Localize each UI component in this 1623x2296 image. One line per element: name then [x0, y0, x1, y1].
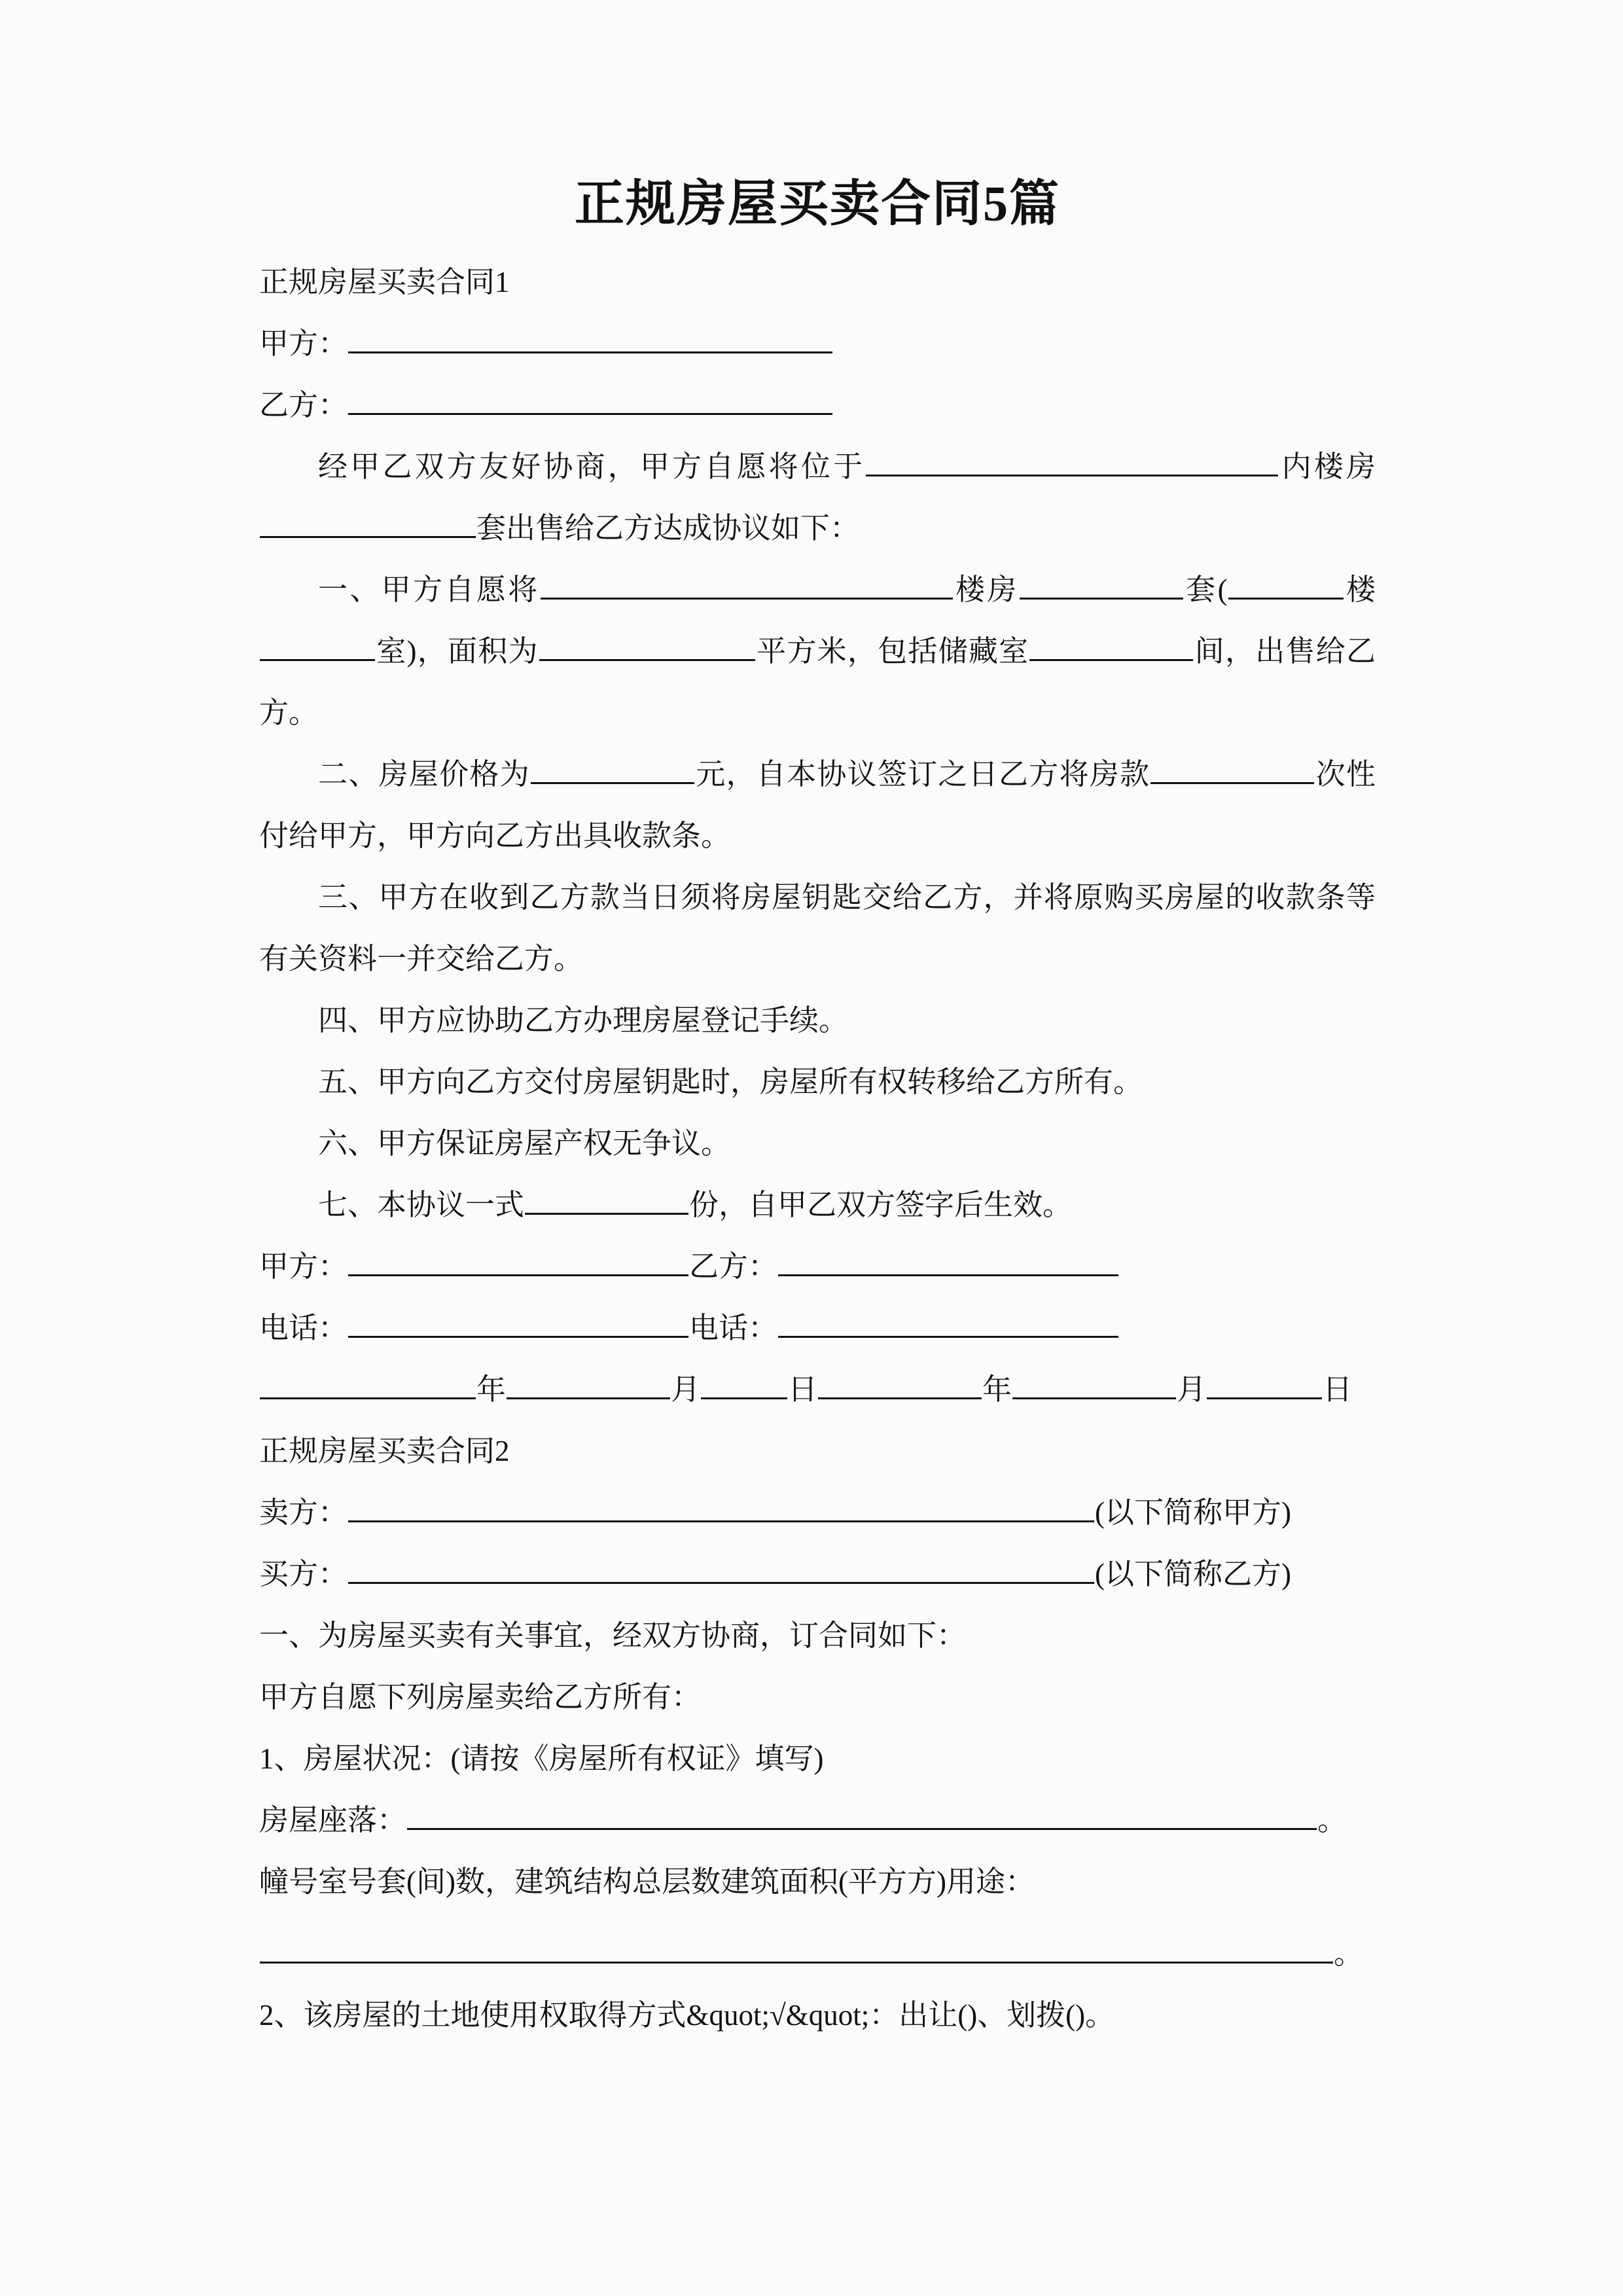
spacer	[259, 1912, 1376, 1923]
page-title: 正规房屋买卖合同5篇	[575, 177, 1060, 232]
clause2-seg3: 次性付给甲方，甲方向乙方出具收款条。	[259, 757, 1376, 852]
signature-party-a-blank[interactable]	[348, 1247, 688, 1276]
clause1-area-blank[interactable]	[539, 632, 755, 660]
contract2-intro: 甲方自愿下列房屋卖给乙方所有：	[259, 1680, 702, 1713]
structure-blank[interactable]	[260, 1935, 1333, 1963]
date-a-month-blank[interactable]	[507, 1371, 670, 1399]
contract1-phone-row	[259, 1297, 1376, 1359]
clause7-seg2: 份，自甲乙双方签字后生效。	[689, 1188, 1073, 1221]
clause1-room-blank[interactable]	[260, 632, 375, 660]
clause1-floor-blank[interactable]	[1228, 571, 1344, 599]
date-b-day-label: 日	[1323, 1372, 1353, 1406]
preamble-location-blank[interactable]	[866, 448, 1278, 476]
party-a-label: 甲方：	[259, 327, 348, 360]
clause1-building-blank[interactable]	[541, 571, 953, 599]
seller-blank[interactable]	[348, 1494, 1094, 1522]
clause7-copies-blank[interactable]	[525, 1186, 688, 1214]
clause7-seg1: 七、本协议一式	[318, 1188, 525, 1221]
phone-a-label: 电话：	[259, 1311, 348, 1344]
clause1-seg7: 间，出售给乙方。	[259, 634, 1376, 729]
contract1-clause-6: 六、甲方保证房屋产权无争议。	[318, 1126, 731, 1160]
phone-b-label: 电话：	[689, 1311, 778, 1344]
contract1-clause-5: 五、甲方向乙方交付房屋钥匙时，房屋所有权转移给乙方所有。	[318, 1065, 1143, 1098]
location-label: 房屋座落：	[259, 1803, 407, 1837]
date-b-year-label: 年	[982, 1372, 1012, 1406]
contract2-clause-1: 一、为房屋买卖有关事宜，经双方协商，订合同如下：	[259, 1619, 967, 1652]
date-a-month-label: 月	[671, 1372, 701, 1406]
contract1-preamble	[259, 436, 1376, 559]
date-b-month-label: 月	[1177, 1372, 1207, 1406]
contract1-signature-row	[259, 1236, 1376, 1297]
date-a-day-blank[interactable]	[701, 1371, 787, 1399]
contract1-party-a-line	[259, 313, 1376, 374]
contract1-clause-4: 四、甲方应协助乙方办理房屋登记手续。	[318, 1003, 849, 1037]
contract1-clause-1	[259, 559, 1376, 744]
contract1-clause-2	[259, 744, 1376, 867]
clause1-seg5: 室)，面积为	[376, 634, 539, 668]
preamble-seg2: 内楼房	[1279, 450, 1376, 483]
party-b-blank[interactable]	[348, 386, 832, 414]
location-blank[interactable]	[407, 1801, 1317, 1829]
contract1-heading: 正规房屋买卖合同1	[259, 265, 510, 298]
signature-party-a-label: 甲方：	[259, 1249, 348, 1283]
document-content	[259, 0, 1376, 2046]
contract2-structure-blank-line	[259, 1923, 1376, 1984]
signature-party-b-blank[interactable]	[778, 1247, 1118, 1276]
contract2-heading: 正规房屋买卖合同2	[259, 1434, 510, 1467]
date-b-month-blank[interactable]	[1012, 1371, 1176, 1399]
preamble-count-blank[interactable]	[260, 509, 476, 537]
contract2-seller-line	[259, 1482, 1376, 1543]
clause1-seg4: 楼	[1344, 573, 1376, 606]
date-b-day-blank[interactable]	[1207, 1371, 1322, 1399]
preamble-seg1: 经甲乙双方友好协商，甲方自愿将位于	[318, 450, 866, 483]
clause1-seg2: 楼房	[953, 573, 1019, 606]
buyer-suffix: (以下简称乙方)	[1095, 1557, 1291, 1590]
location-suffix: 。	[1317, 1803, 1347, 1837]
contract2-item-1: 1、房屋状况：(请按《房屋所有权证》填写)	[259, 1742, 824, 1775]
phone-a-blank[interactable]	[348, 1309, 688, 1337]
clause1-seg6: 平方米，包括储藏室	[755, 634, 1029, 668]
contract2-location-line	[259, 1789, 1376, 1851]
contract2-structure-line: 幢号室号套(间)数，建筑结构总层数建筑面积(平方方)用途：	[259, 1865, 1035, 1898]
seller-suffix: (以下简称甲方)	[1095, 1496, 1291, 1529]
contract1-party-b-line	[259, 374, 1376, 436]
spacer	[259, 234, 1376, 251]
date-a-year-blank[interactable]	[260, 1371, 476, 1399]
structure-suffix: 。	[1334, 1937, 1364, 1970]
buyer-label: 买方：	[259, 1557, 348, 1590]
date-a-day-label: 日	[788, 1372, 818, 1406]
contract1-clause-7	[259, 1174, 1376, 1236]
contract2-item-2: 2、该房屋的土地使用权取得方式&quot;√&quot;：出让()、划拨()。	[259, 1998, 1115, 2032]
clause2-installments-blank[interactable]	[1150, 755, 1314, 783]
clause1-storage-blank[interactable]	[1029, 632, 1193, 660]
party-b-label: 乙方：	[259, 388, 348, 422]
signature-party-b-label: 乙方：	[689, 1249, 778, 1283]
preamble-seg3: 套出售给乙方达成协议如下：	[476, 511, 860, 545]
contract1-clause-3: 三、甲方在收到乙方款当日须将房屋钥匙交给乙方，并将原购买房屋的收款条等有关资料一并交给乙方。	[259, 880, 1376, 975]
clause1-sets-blank[interactable]	[1020, 571, 1183, 599]
phone-b-blank[interactable]	[778, 1309, 1118, 1337]
contract1-date-row	[259, 1359, 1376, 1420]
date-a-year-label: 年	[476, 1372, 507, 1406]
clause1-seg1: 一、甲方自愿将	[318, 573, 540, 606]
seller-label: 卖方：	[259, 1496, 348, 1529]
date-b-year-blank[interactable]	[818, 1371, 982, 1399]
clause1-seg3: 套(	[1183, 573, 1228, 606]
party-a-blank[interactable]	[348, 325, 832, 353]
contract2-buyer-line	[259, 1543, 1376, 1605]
clause2-seg2: 元，自本协议签订之日乙方将房款	[694, 757, 1150, 791]
clause2-price-blank[interactable]	[531, 755, 694, 783]
clause2-seg1: 二、房屋价格为	[318, 757, 530, 791]
buyer-blank[interactable]	[348, 1555, 1094, 1583]
